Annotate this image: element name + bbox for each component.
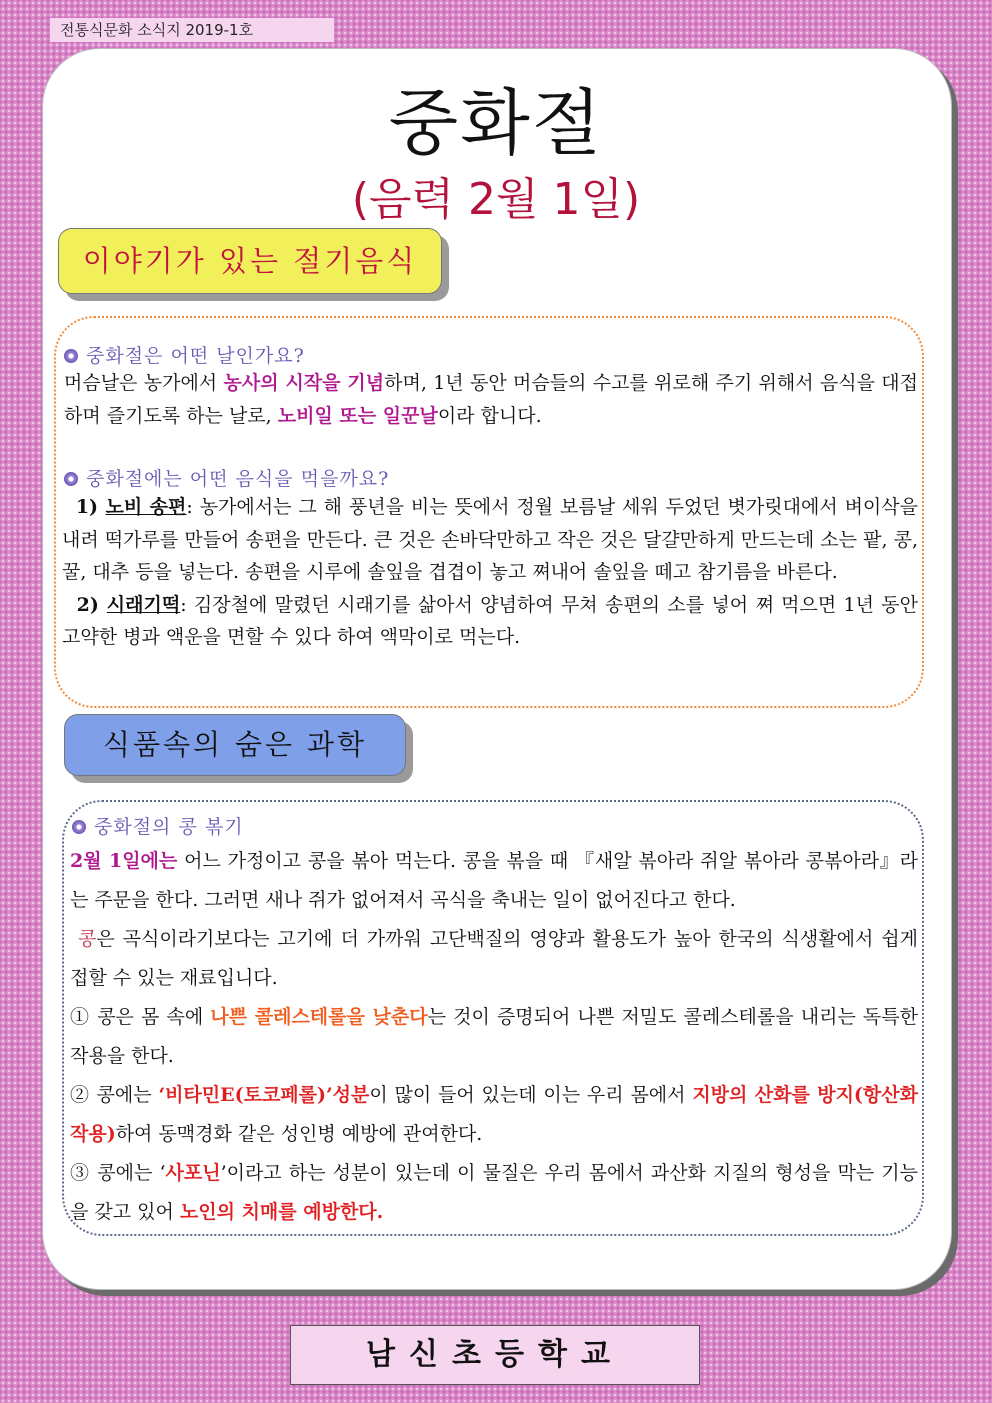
- p6-highlight-b: 지방의 산화를 방지(항산화작용): [70, 1084, 918, 1145]
- flower-bullet-icon: [64, 472, 78, 486]
- p5-text-b: 는 것이 증명되어 나쁜 저밀도 콜레스테롤을 내리는 독특한 작용을 한다.: [70, 1006, 918, 1067]
- school-name-footer: 남신초등학교: [290, 1325, 700, 1385]
- p1-text-a: 머슴날은 농가에서: [64, 372, 224, 394]
- section2-header: 식품속의 숨은 과학: [64, 714, 406, 776]
- paragraph-1: [64, 367, 918, 432]
- p1-highlight-a: 농사의 시작을 기념: [223, 372, 385, 394]
- section1-header: 이야기가 있는 절기음식: [58, 228, 442, 294]
- p4-text: 은 곡식이라기보다는 고기에 더 가까워 고단백질의 영양과 활용도가 높아 한국의 식생활에서 쉽게 접할 수 있는 재료입니다.: [70, 928, 918, 989]
- question-1: [64, 341, 305, 368]
- p1-highlight-b: 노비일 또는 일꾼날: [277, 404, 438, 427]
- page-subtitle: (음력 2월 1일): [351, 174, 641, 225]
- item1-number: 1): [75, 496, 106, 518]
- paragraph-3: [70, 842, 918, 1232]
- item2-number: 2): [76, 593, 107, 616]
- flower-bullet-icon: [64, 349, 78, 363]
- p5-text-a: ① 콩은 몸 속에: [70, 1006, 211, 1028]
- page-title: 중화절: [388, 81, 604, 165]
- p6-text-b: 이 많이 들어 있는데 이는 우리 몸에서: [369, 1084, 693, 1106]
- paragraph-2: [62, 491, 918, 654]
- flower-bullet-icon: [72, 820, 86, 834]
- question-2: [64, 464, 389, 491]
- p5-highlight: 나쁜 콜레스테롤을 낮춘다: [210, 1006, 428, 1028]
- p6-highlight-a: ‘비타민E(토코페롤)’성분: [158, 1084, 370, 1106]
- p7-highlight-b: 노인의 치매를 예방한다.: [179, 1201, 384, 1223]
- item1-text: : 농가에서는 그 해 풍년을 비는 뜻에서 정월 보름날 세워 두었던 볏가릿대에서 벼이삭을 내려 떡가루를 만들어 송편을 만든다. 큰 것은 손바닥만하고 작은 것은 달걀만하게 만드는데 소는 팥, 콩, 꿀, 대추 등을 넣는다. 송편을 시루에 솔잎을 겹겹이 놓고 쪄내어 솔잎을 떼고 참기름을 바른다.: [62, 496, 918, 583]
- p7-text-a: ③ 콩에는 ‘: [70, 1162, 166, 1184]
- p7-text-b: ’이라고 하는 성분이 있는데 이 물질은 우리 몸에서 과산화 지질의 형성을 막는 기능을 갖고 있어: [70, 1162, 918, 1223]
- p6-text-a: ② 콩에는: [70, 1084, 159, 1106]
- p3-highlight: 2월 1일에는: [70, 850, 178, 872]
- item2-title: 시래기떡: [106, 593, 181, 616]
- question-2-text: 중화절에는 어떤 음식을 먹을까요?: [86, 468, 390, 490]
- p1-text-c: 이라 합니다.: [437, 404, 542, 427]
- p1-text-b: 하며, 1년 동안 머슴들의 수고를 위로해 주기 위해서 음식을 대접하며 즐기도록 하는 날로,: [64, 372, 919, 427]
- p4-highlight: 콩: [77, 928, 97, 950]
- item2-text: : 김장철에 말렸던 시래기를 삶아서 양념하여 무쳐 송편의 소를 넣어 쪄 먹으면 1년 동안 고약한 병과 액운을 면할 수 있다 하여 액막이로 먹는다.: [62, 593, 918, 648]
- p6-text-c: 하여 동맥경화 같은 성인병 예방에 관여한다.: [115, 1123, 483, 1145]
- p3-text: 어느 가정이고 콩을 볶아 먹는다. 콩을 볶을 때 『새알 볶아라 쥐알 볶아라 콩볶아라』라는 주문을 한다. 그러면 새나 쥐가 없어져서 곡식을 축내는 일이 없어진다고 한다.: [70, 850, 918, 911]
- question-3: [72, 812, 244, 839]
- question-1-text: 중화절은 어떤 날인가요?: [86, 345, 305, 367]
- question-3-text: 중화절의 콩 볶기: [94, 816, 244, 838]
- p7-highlight-a: 사포닌: [165, 1162, 221, 1184]
- newsletter-tag: 전통식문화 소식지 2019-1호: [50, 18, 334, 42]
- item1-title: 노비 송편: [105, 496, 187, 518]
